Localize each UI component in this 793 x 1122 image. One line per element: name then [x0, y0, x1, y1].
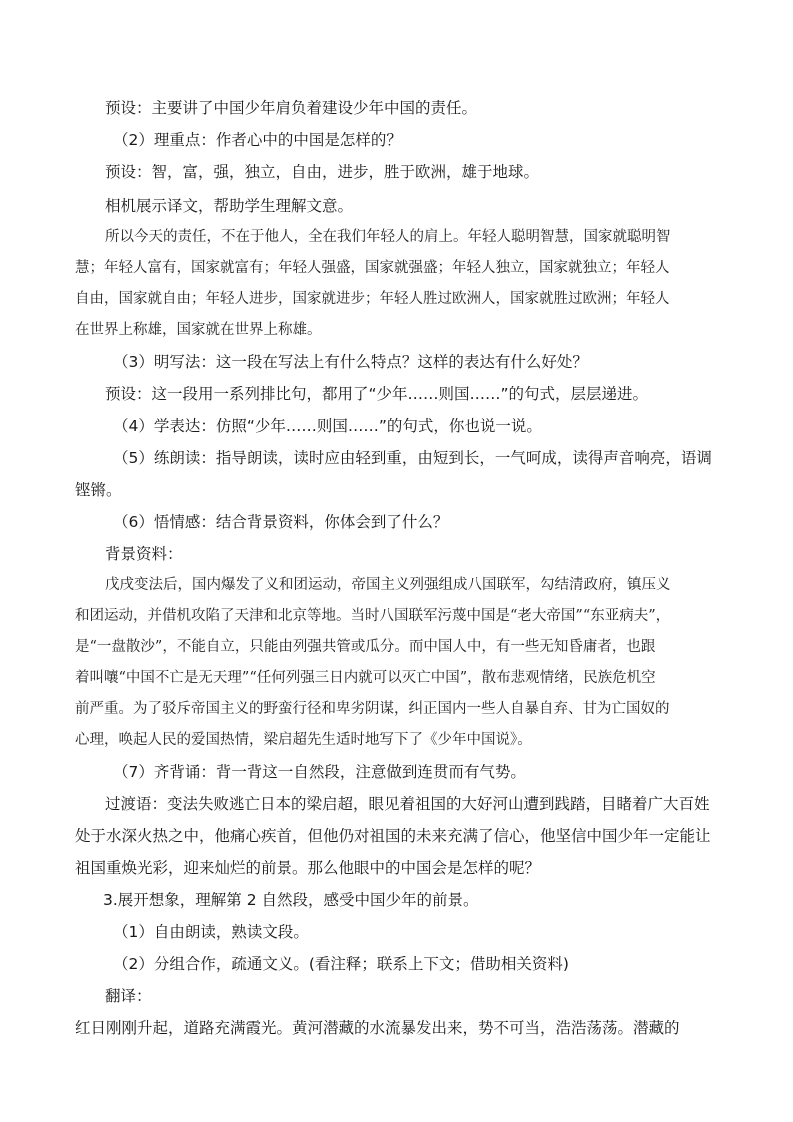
background-line: 着叫嚷“中国不亡是无天理”“任何列强三日内就可以灭亡中国”，散布悲观情绪，民族危机空: [75, 670, 656, 686]
paragraph-line: 祖国重焕光彩，迎来灿烂的前景。那么他眼中的中国会是怎样的呢？: [75, 859, 541, 877]
section-heading: 3.展开想象，理解第 2 自然段，感受中国少年的前景。: [103, 891, 479, 909]
paragraph-line: （3）明写法：这一段在写法上有什么特点？这样的表达有什么好处？: [113, 353, 588, 371]
translation-line: 所以今天的责任，不在于他人，全在我们年轻人的肩上。年轻人聪明智慧，国家就聪明智: [105, 229, 671, 245]
document-body: [0, 92, 793, 1044]
background-line: 戊戌变法后，国内爆发了义和团运动，帝国主义列强组成八国联军，勾结清政府，镇压义: [105, 577, 671, 593]
background-line: 和团运动，并借机攻陷了天津和北京等地。当时八国联军污蔑中国是“老大帝国”“东亚病夫”，: [75, 608, 671, 624]
paragraph-line: （4）学表达：仿照“少年……则国……”的句式，你也说一说。: [113, 417, 542, 435]
paragraph-line: 处于水深火热之中，他痛心疾首，但他仍对祖国的未来充满了信心，他坚信中国少年一定能让: [75, 827, 711, 845]
paragraph-line: 相机展示译文，帮助学生理解文意。: [105, 197, 354, 215]
paragraph-line: 预设：这一段用一系列排比句，都用了“少年……则国……”的句式，层层递进。: [105, 385, 649, 403]
paragraph-line: （2）理重点：作者心中的中国是怎样的？: [113, 131, 402, 149]
paragraph-line: 预设：智，富，强，独立，自由，进步，胜于欧洲，雄于地球。: [105, 163, 540, 181]
paragraph-line: （7）齐背诵：背一背这一自然段，注意做到连贯而有气势。: [113, 763, 526, 781]
paragraph-line: 过渡语：变法失败逃亡日本的梁启超，眼见着祖国的大好河山遭到践踏，目睹着广大百姓: [105, 795, 710, 813]
translation-line: 慧；年轻人富有，国家就富有；年轻人强盛，国家就强盛；年轻人独立，国家就独立；年轻人: [75, 260, 670, 276]
translation-line: 自由，国家就自由；年轻人进步，国家就进步；年轻人胜过欧洲人，国家就胜过欧洲；年轻人: [75, 291, 670, 307]
section-label: 背景资料：: [105, 545, 183, 563]
background-line: 前严重。为了驳斥帝国主义的野蛮行径和卑劣阴谋，纠正国内一些人自暴自弃、甘为亡国奴的: [75, 701, 670, 717]
background-line: 是“一盘散沙”，不能自立，只能由列强共管或瓜分。而中国人中，有一些无知昏庸者，也跟: [75, 639, 656, 655]
paragraph-line: （6）悟情感：结合背景资料，你体会到了什么？: [113, 513, 449, 531]
paragraph-line: （1）自由朗读，熟读文段。: [113, 923, 309, 941]
paragraph-line: 预设：主要讲了中国少年肩负着建设少年中国的责任。: [105, 99, 478, 117]
paragraph-line: 铿锵。: [75, 481, 122, 499]
paragraph-line: （2）分组合作，疏通文义。(看注释；联系上下文；借助相关资料): [113, 955, 569, 973]
background-line: 心理，唤起人民的爱国热情，梁启超先生适时地写下了《少年中国说》。: [75, 732, 532, 748]
translation-line: 在世界上称雄，国家就在世界上称雄。: [75, 322, 322, 338]
paragraph-line: 红日刚刚升起，道路充满霞光。黄河潜藏的水流暴发出来，势不可当，浩浩荡荡。潜藏的: [75, 1019, 680, 1037]
paragraph-line: （5）练朗读：指导朗读，读时应由轻到重，由短到长，一气呵成，读得声音响亮，语调: [113, 449, 712, 467]
section-label: 翻译：: [105, 987, 152, 1005]
